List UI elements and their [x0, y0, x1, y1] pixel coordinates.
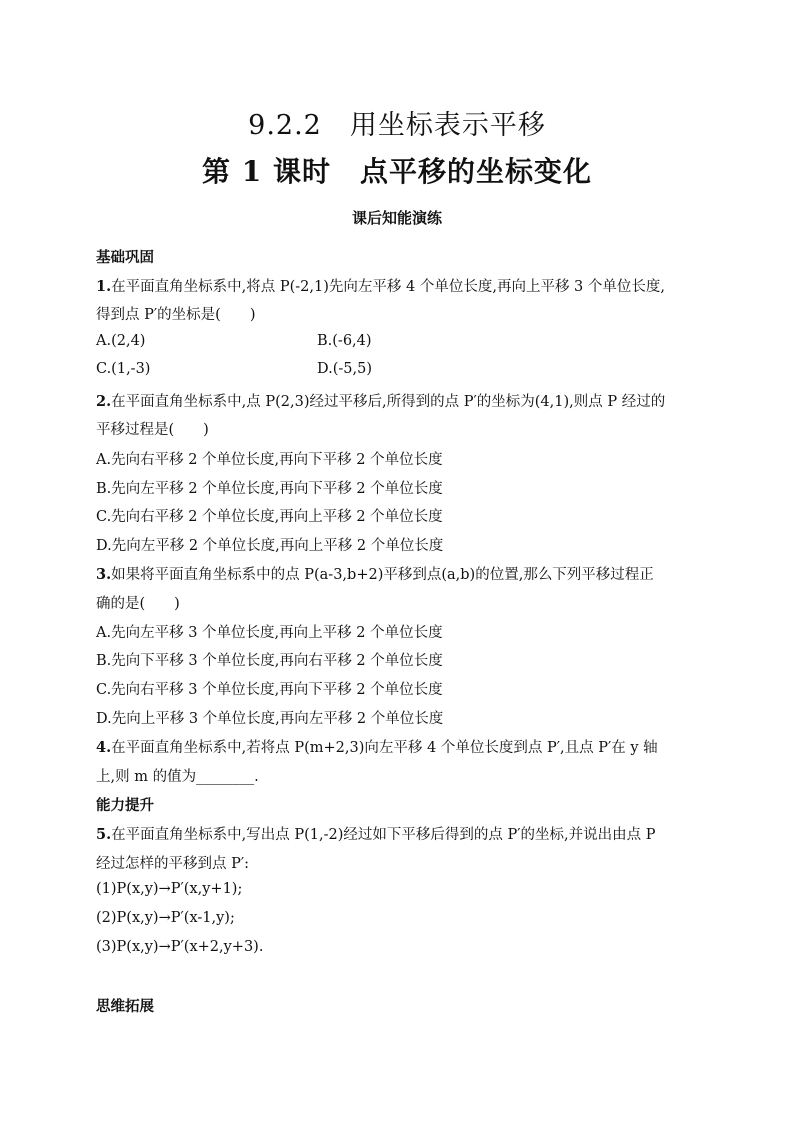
question-4-line2: 上,则 m 的值为________. [96, 769, 259, 785]
question-2 [96, 390, 665, 411]
question-text: 在平面直角坐标系中,写出点 P(1,-2)经过如下平移后得到的点 P′的坐标,并说出由点 P [111, 827, 656, 843]
option-b: B.先向下平移 3 个单位长度,再向右平移 2 个单位长度 [96, 653, 443, 669]
option-d: D.先向左平移 2 个单位长度,再向上平移 2 个单位长度 [96, 538, 444, 554]
question-number: 3. [96, 566, 112, 583]
option-a: A.先向左平移 3 个单位长度,再向上平移 2 个单位长度 [96, 625, 443, 641]
question-2-line2: 平移过程是( ) [96, 422, 209, 438]
section-advanced: 能力提升 [96, 797, 154, 814]
option-c: C.先向右平移 2 个单位长度,再向上平移 2 个单位长度 [96, 509, 443, 525]
question-number: 1. [96, 278, 112, 295]
question-text: 在平面直角坐标系中,将点 P(-2,1)先向左平移 4 个单位长度,再向上平移 3 个单位长度, [111, 279, 665, 295]
question-5 [96, 823, 656, 844]
option-d: D.(-5,5) [317, 361, 372, 377]
option-b: B.先向左平移 2 个单位长度,再向下平移 2 个单位长度 [96, 481, 443, 497]
option-a: A.(2,4) [96, 333, 146, 349]
question-3 [96, 563, 654, 584]
exercise-subtitle: 课后知能演练 [351, 209, 442, 227]
question-1-options-row1 [96, 333, 372, 349]
question-1-options-row2 [96, 361, 372, 377]
question-text: 在平面直角坐标系中,若将点 P(m+2,3)向左平移 4 个单位长度到点 P′,且点 P′在 y 轴 [111, 740, 658, 756]
question-text: 如果将平面直角坐标系中的点 P(a-3,b+2)平移到点(a,b)的位置,那么下列平移过程正 [111, 567, 654, 583]
option-a: A.先向右平移 2 个单位长度,再向下平移 2 个单位长度 [96, 452, 443, 468]
question-4 [96, 736, 658, 757]
section-basic: 基础巩固 [96, 249, 154, 266]
question-5-part3: (3)P(x,y)→P′(x+2,y+3). [96, 939, 264, 955]
option-d: D.先向上平移 3 个单位长度,再向左平移 2 个单位长度 [96, 711, 444, 727]
option-c: C.(1,-3) [96, 361, 151, 377]
option-c: C.先向右平移 3 个单位长度,再向下平移 2 个单位长度 [96, 682, 443, 698]
question-text: 在平面直角坐标系中,点 P(2,3)经过平移后,所得到的点 P′的坐标为(4,1),则点 P 经过的 [111, 394, 666, 410]
section-extension: 思维拓展 [96, 998, 154, 1015]
question-1-line2: 得到点 P′的坐标是( ) [96, 307, 256, 323]
question-number: 4. [96, 739, 112, 756]
section-title: 9.2.2 用坐标表示平移 [248, 110, 546, 141]
question-number: 2. [96, 393, 112, 410]
question-5-line2: 经过怎样的平移到点 P′: [96, 856, 250, 872]
question-1 [96, 275, 665, 296]
lesson-title: 第 1 课时 点平移的坐标变化 [202, 155, 592, 188]
option-b: B.(-6,4) [317, 333, 372, 349]
question-5-part2: (2)P(x,y)→P′(x-1,y); [96, 910, 235, 926]
question-5-part1: (1)P(x,y)→P′(x,y+1); [96, 881, 243, 897]
question-3-line2: 确的是( ) [96, 596, 180, 612]
question-number: 5. [96, 826, 112, 843]
